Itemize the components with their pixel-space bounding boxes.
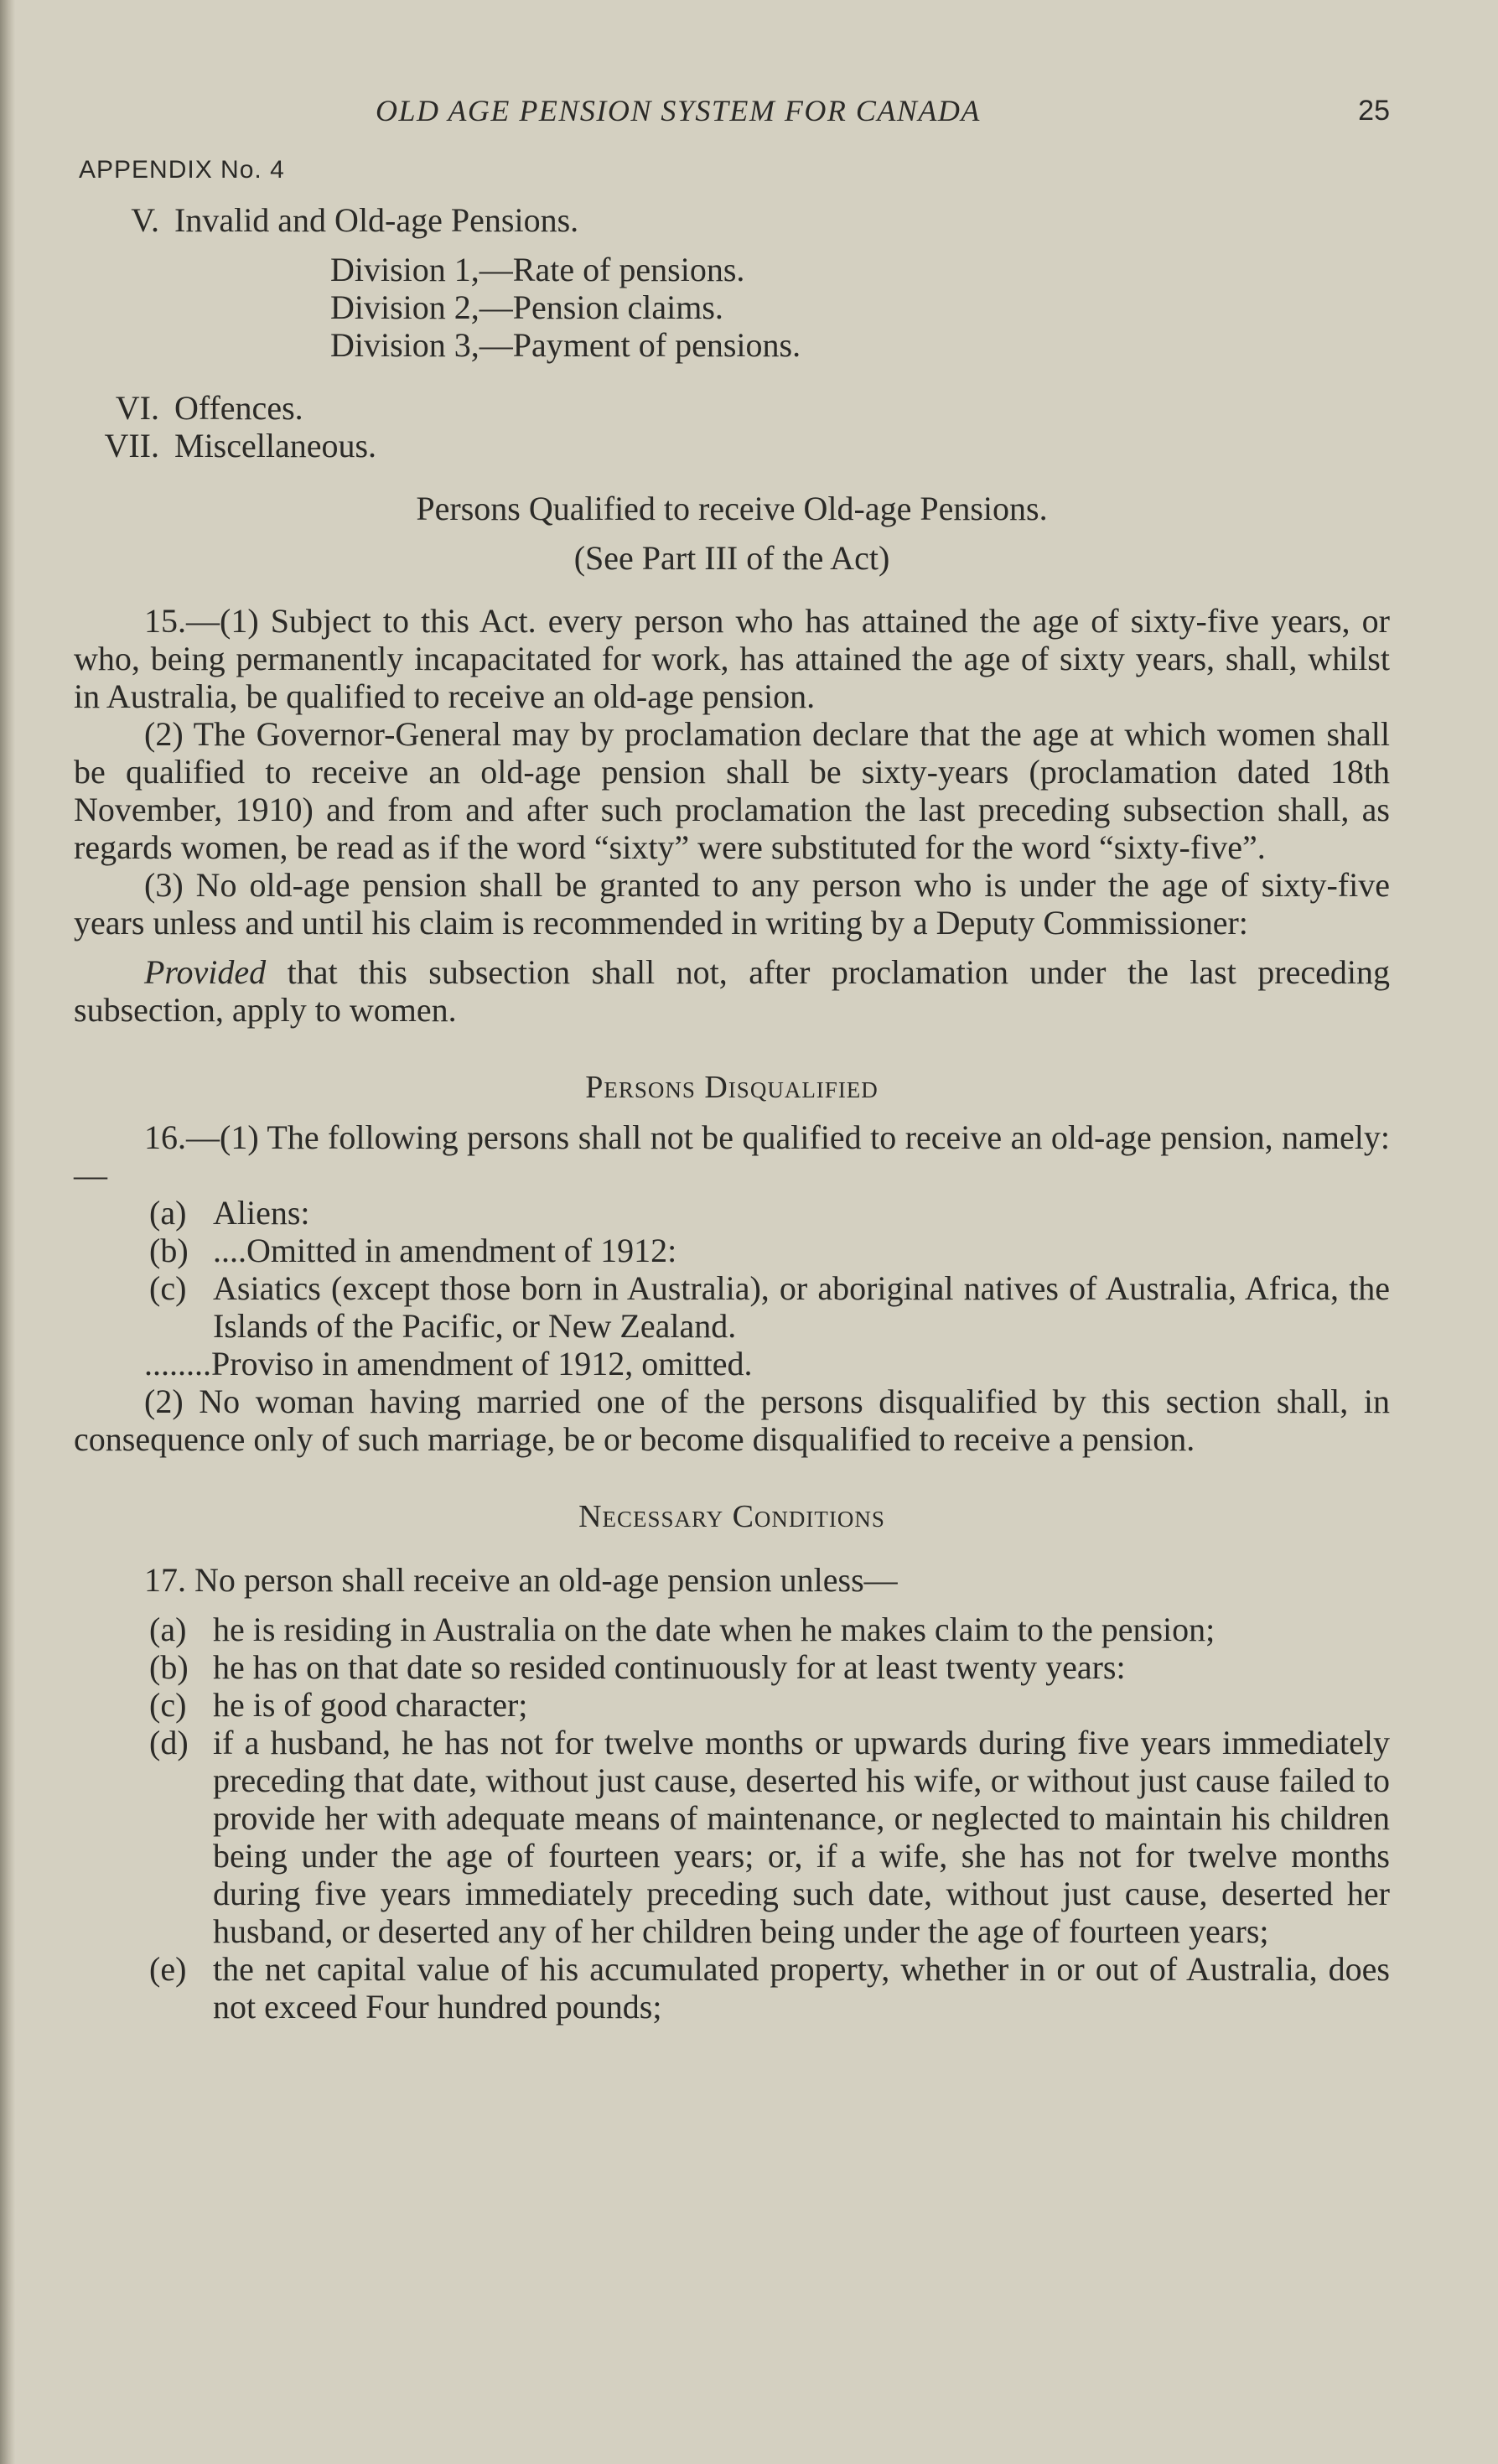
toc-part-number: V.	[131, 201, 159, 239]
toc-part-label: Offences.	[174, 389, 303, 427]
item-text: he is of good character;	[213, 1686, 528, 1724]
list-item	[74, 1724, 1390, 1950]
item-label: (a)	[149, 1611, 187, 1648]
item-label: (c)	[149, 1269, 187, 1307]
section-subheading: (See Part III of the Act)	[573, 539, 890, 577]
list-item	[74, 1269, 1390, 1345]
toc-division: Division 3,—Payment of pensions.	[330, 326, 801, 364]
section-15-1: 15.—(1) Subject to this Act. every person who has attained the age of sixty-five years, or who, being permanently incapacitated for work, has attained the age of sixty years, shall, whilst in Australia, be qualified to receive an old-age pension.	[74, 602, 1390, 715]
item-text: Asiatics (except those born in Australia), or aboriginal natives of Australia, Africa, the Islands of the Pacific, or New Zealand.	[213, 1269, 1390, 1345]
proviso-text: that this subsection shall not, after proclamation under the last preceding subsection, apply to women.	[74, 953, 1390, 1029]
item-label: (b)	[149, 1648, 189, 1686]
toc-part-v	[74, 201, 1390, 239]
proviso-word: Provided	[144, 953, 267, 991]
toc-part-vi	[74, 389, 1390, 427]
item-text: Aliens:	[213, 1194, 310, 1232]
item-text: he is residing in Australia on the date when he makes claim to the pension;	[213, 1611, 1216, 1648]
item-label: (d)	[149, 1724, 189, 1761]
item-text: the net capital value of his accumulated property, whether in or out of Australia, does not exceed Four hundred pounds;	[213, 1950, 1390, 2026]
item-text: he has on that date so resided continuously for at least twenty years:	[213, 1648, 1126, 1686]
list-item	[74, 1232, 1390, 1269]
list-item	[74, 1194, 1390, 1232]
toc-division: Division 2,—Pension claims.	[330, 288, 723, 326]
item-text: ....Omitted in amendment of 1912:	[213, 1232, 677, 1269]
list-item	[74, 1611, 1390, 1648]
list-item	[74, 1648, 1390, 1686]
section-15-2: (2) The Governor-General may by proclamation declare that the age at which women shall be qualified to receive an old-age pension shall be sixty-years (proclamation dated 18th November, 1910) and from and after such proclamation the last preceding subsection shall, as regards women, be read as if the word “sixty” were substituted for the word “sixty-five”.	[74, 715, 1390, 866]
page-number: 25	[1358, 95, 1390, 127]
running-head	[74, 92, 1390, 134]
proviso-paragraph	[74, 953, 1390, 1029]
page-body	[74, 201, 1390, 2026]
list-item	[74, 1950, 1390, 2026]
section-16-2: (2) No woman having married one of the persons disqualified by this section shall, in consequence only of such marriage, be or become disqualified to receive a pension.	[74, 1382, 1390, 1458]
appendix-label: APPENDIX No. 4	[79, 156, 285, 184]
toc-division: Division 1,—Rate of pensions.	[330, 251, 745, 288]
section-heading-qualified: Persons Qualified to receive Old-age Pensions.	[416, 490, 1048, 527]
item-label: (e)	[149, 1950, 187, 1988]
item-label: (a)	[149, 1194, 187, 1232]
section-15-3: (3) No old-age pension shall be granted to any person who is under the age of sixty-five years unless and until his claim is recommended in writing by a Deputy Commissioner:	[74, 866, 1390, 942]
section-heading-disqualified: Persons Disqualified	[585, 1070, 879, 1105]
proviso-omitted-note: ........Proviso in amendment of 1912, omitted.	[144, 1345, 753, 1382]
toc-part-number: VI.	[115, 389, 159, 427]
section-17: 17. No person shall receive an old-age pension unless—	[144, 1561, 898, 1599]
toc-part-label: Miscellaneous.	[174, 427, 377, 464]
item-label: (c)	[149, 1686, 187, 1724]
list-item	[74, 1686, 1390, 1724]
page-binding-edge	[0, 0, 15, 2464]
item-label: (b)	[149, 1232, 189, 1269]
toc-part-number: VII.	[104, 427, 159, 464]
section-heading-conditions: Necessary Conditions	[578, 1499, 885, 1534]
toc-part-label: Invalid and Old-age Pensions.	[174, 201, 579, 239]
item-text: if a husband, he has not for twelve months or upwards during five years immediately preceding that date, without just cause, deserted his wife, or without just cause failed to provide her with adequate means of maintenance, or neglected to maintain his children being under the age of fourteen years; or, if a wife, she has not for twelve months during five years immediately preceding such date, without just cause, deserted her husband, or deserted any of her children being under the age of fourteen years;	[213, 1724, 1390, 1950]
toc-part-vii	[74, 427, 1390, 464]
running-title: OLD AGE PENSION SYSTEM FOR CANADA	[376, 94, 981, 127]
section-16-1: 16.—(1) The following persons shall not be qualified to receive an old-age pension, namely:—	[74, 1118, 1390, 1194]
